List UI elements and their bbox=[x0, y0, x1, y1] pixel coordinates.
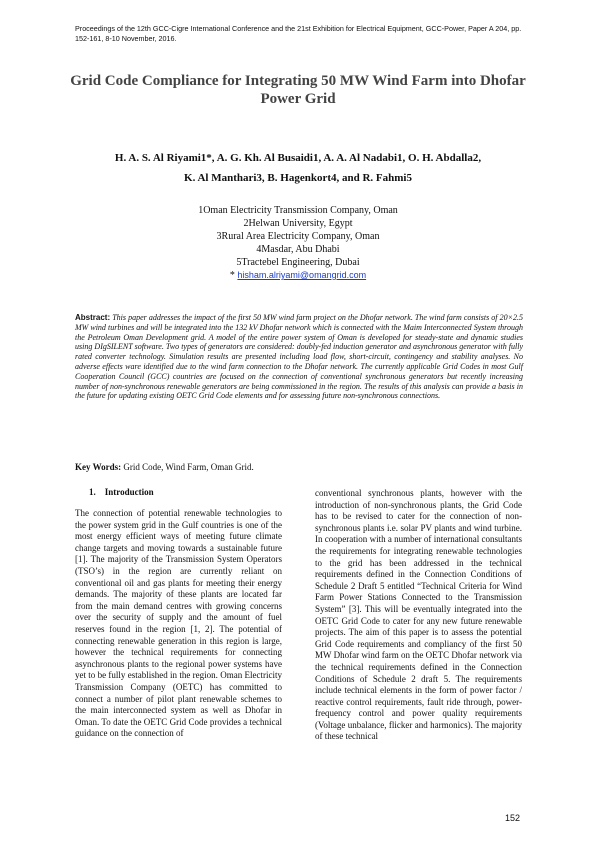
section-heading bbox=[89, 487, 154, 497]
body-column-left bbox=[75, 508, 282, 740]
affiliation-4: 4Masdar, Abu Dhabi bbox=[256, 244, 340, 255]
body-column-right bbox=[315, 488, 522, 743]
affiliation-5: 5Tractebel Engineering, Dubai bbox=[236, 257, 360, 268]
section-number: 1. bbox=[89, 487, 96, 497]
affiliation-1: 1Oman Electricity Transmission Company, Oman bbox=[198, 205, 398, 216]
email-prefix: * bbox=[229, 270, 238, 281]
keywords-text: Grid Code, Wind Farm, Oman Grid. bbox=[123, 462, 254, 472]
author-list bbox=[60, 148, 536, 188]
email-link[interactable]: hisham.alriyami@omangrid.com bbox=[237, 270, 367, 280]
section-title: Introduction bbox=[104, 487, 154, 497]
body-paragraph-right: conventional synchronous plants, however with the introduction of non-synchronous plants, the Grid Code has to be revised to cater for the connection of non-synchronous plants i.e. solar PV plants and wind turbine. In cooperation with a number of international consultants the requirements for integrating renewable technologies to the grid has been addressed in the technical requirements defined in the Connection Conditions of Schedule 2 Draft 5 entitled “Technical Criteria for Wind Farm Power Stations Connected to the Transmission System” [3]. This will be eventually integrated into the OETC Grid Code to cater for any new future renewable projects. The aim of this paper is to assess the potential Grid Code requirements and compliancy of the first 50 MW Dhofar wind farm on the OETC Dhofar network via the technical requirements defined in the Connection Conditions of Schedule 2 draft 5. The requirements include technical elements in the form of power factor / reactive control requirements, fault ride through, power-frequency control and power quality requirements (Voltage unbalance, flicker and harmonics). The majority of these technical bbox=[315, 488, 522, 742]
paper-title: Grid Code Compliance for Integrating 50 MW Wind Farm into Dhofar Power Grid bbox=[70, 73, 526, 107]
body-paragraph-left: The connection of potential renewable technologies to the power system grid in the Gulf countries is one of the most energy efficient ways of meeting future climate change targets and moving towards a sustainable future [1]. The majority of the Transmission System Operators (TSO’s) in the region are currently reliant on conventional oil and gas plants for meeting their energy demands. The majority of these plants are located far from the main demand centres with growing concerns over the security of supply and the amount of fuel reserves found in the region [1, 2]. The potential of connecting renewable generation in this region is large, however the technical requirements for connecting asynchronous plants to the regional power systems have yet to be fully established in the region. Oman Electricity Transmission Company (OETC) has committed to connect a number of pilot plant renewable schemes to the main interconnected system as well as Dhofar in Oman. To date the OETC Grid Code provides a technical guidance on the connection of bbox=[75, 508, 282, 739]
affiliations bbox=[60, 204, 536, 282]
abstract-label: Abstract: bbox=[75, 313, 111, 322]
keywords-label: Key Words: bbox=[75, 462, 122, 472]
author-line-2: K. Al Manthari3, B. Hagenkort4, and R. Fahmi5 bbox=[184, 172, 412, 184]
abstract-text: This paper addresses the impact of the first 50 MW wind farm project on the Dhofar network. The wind farm consists of 20×2.5 MW wind turbines and will be integrated into the 132 kV Dhofar network which is connected with the Maim Interconnected System through the Petroleum Oman Development grid. A model of the entire power system of Oman is developed for steady-state and dynamic studies using DIgSILENT software. Two types of generators are considered: doubly-fed induction generator and asynchronous generator with fully rated converter technology. Simulation results are presented including load flow, short-circuit, contingency and stability analyses. No adverse effects ware identified due to the wind farm connection to the Dhofar network. The currently applicable Grid Codes in most Gulf Cooperation Council (GCC) countries are focused on the connection of conventional synchronous generators but recently increasing number of non-synchronous renewable generators are being commissioned in the region. The results of this analysis can provide a basis in the future for updating existing OETC Grid Code elements and for assessing future non-synchronous connections. bbox=[75, 313, 524, 401]
email-line bbox=[60, 269, 536, 282]
keywords bbox=[75, 462, 523, 472]
affiliation-2: 2Helwan University, Egypt bbox=[243, 218, 353, 229]
abstract bbox=[75, 313, 523, 401]
author-line-1: H. A. S. Al Riyami1*, A. G. Kh. Al Busaidi1, A. A. Al Nadabi1, O. H. Abdalla2, bbox=[114, 152, 482, 164]
page-number: 152 bbox=[505, 813, 521, 823]
affiliation-3: 3Rural Area Electricity Company, Oman bbox=[216, 231, 380, 242]
proceedings-header: Proceedings of the 12th GCC-Cigre International Conference and the 21st Exhibition for Electrical Equipment, GCC-Power, Paper A 204, pp. 152-161, 8-10 November, 2016. bbox=[75, 24, 522, 43]
